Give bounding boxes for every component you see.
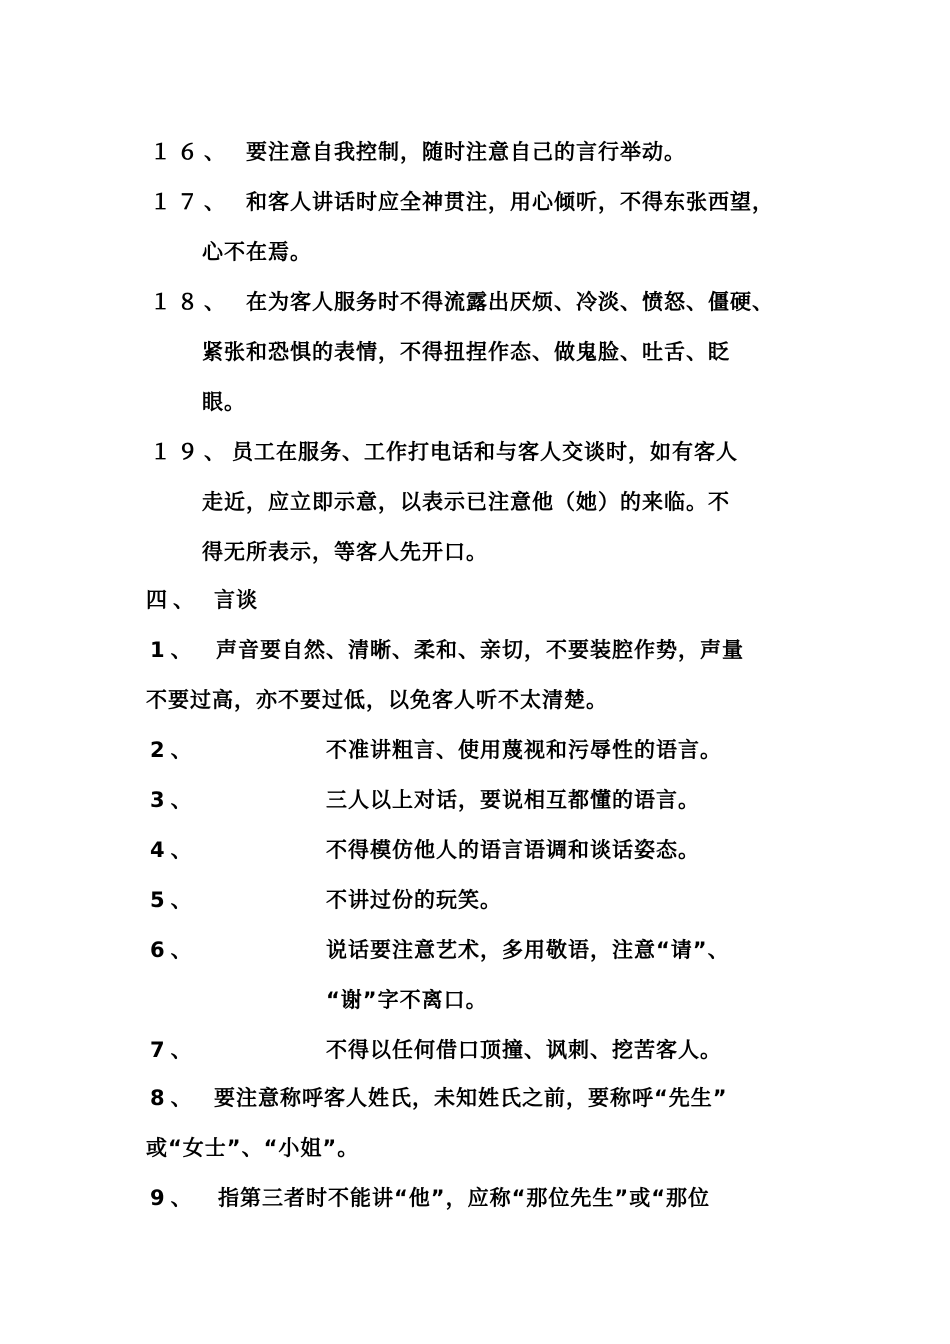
item-18 <box>0 282 950 322</box>
item-number: 5、 <box>150 888 198 912</box>
item-number: 8、 <box>150 1086 198 1110</box>
item-text: 或“女士”、“小姐”。 <box>146 1136 360 1160</box>
item-number: 2、 <box>150 738 198 762</box>
item-number: 9、 <box>150 1186 198 1210</box>
item-16 <box>0 132 950 172</box>
item-text: 不讲过份的玩笑。 <box>326 888 502 912</box>
item-text: 说话要注意艺术，多用敬语，注意“请”、 <box>326 938 730 962</box>
item-number: １９、 <box>150 440 231 464</box>
item-text: 要注意自我控制，随时注意自己的言行举动。 <box>246 140 686 164</box>
talk-item-4 <box>0 830 950 870</box>
talk-item-8-continued <box>0 1128 950 1168</box>
section-title: 言谈 <box>214 588 258 612</box>
talk-item-8 <box>0 1078 950 1118</box>
item-text: 走近，应立即示意，以表示已注意他（她）的来临。不 <box>202 490 730 514</box>
section-number: 四、 <box>146 588 200 612</box>
item-number: 1、 <box>150 638 198 662</box>
talk-item-2 <box>0 730 950 770</box>
item-text: 三人以上对话，要说相互都懂的语言。 <box>326 788 700 812</box>
item-text: 得无所表示，等客人先开口。 <box>202 540 488 564</box>
section-heading <box>0 580 950 620</box>
talk-item-5 <box>0 880 950 920</box>
item-number: １７、 <box>150 190 231 214</box>
item-text: 在为客人服务时不得流露出厌烦、冷淡、愤怒、僵硬、 <box>246 290 774 314</box>
item-number: 4、 <box>150 838 198 862</box>
item-18-continued <box>0 382 950 422</box>
talk-item-6 <box>0 930 950 970</box>
item-text: 指第三者时不能讲“他”，应称“那位先生”或“那位 <box>218 1186 711 1210</box>
item-17 <box>0 182 950 222</box>
talk-item-1-continued <box>0 680 950 720</box>
item-number: 6、 <box>150 938 198 962</box>
item-17-continued <box>0 232 950 272</box>
item-text: 声音要自然、清晰、柔和、亲切，不要装腔作势，声量 <box>216 638 744 662</box>
item-19-continued <box>0 482 950 522</box>
item-text: 心不在焉。 <box>202 240 312 264</box>
item-text: 不准讲粗言、使用蔑视和污辱性的语言。 <box>326 738 722 762</box>
item-18-continued <box>0 332 950 372</box>
item-number: 3、 <box>150 788 198 812</box>
item-number: １８、 <box>150 290 231 314</box>
item-text: 要注意称呼客人姓氏，未知姓氏之前，要称呼“先生” <box>214 1086 728 1110</box>
talk-item-1 <box>0 630 950 670</box>
talk-item-3 <box>0 780 950 820</box>
item-text: 眼。 <box>202 390 246 414</box>
item-number: 7、 <box>150 1038 198 1062</box>
item-19 <box>0 432 950 472</box>
item-number: １６、 <box>150 140 231 164</box>
talk-item-7 <box>0 1030 950 1070</box>
talk-item-9 <box>0 1178 950 1218</box>
item-text: 紧张和恐惧的表情，不得扭捏作态、做鬼脸、吐舌、眨 <box>202 340 730 364</box>
item-text: 不得以任何借口顶撞、讽刺、挖苦客人。 <box>326 1038 722 1062</box>
item-text: 不得模仿他人的语言语调和谈话姿态。 <box>326 838 700 862</box>
talk-item-6-continued <box>0 980 950 1020</box>
item-text: “谢”字不离口。 <box>326 988 488 1012</box>
item-19-continued <box>0 532 950 572</box>
item-text: 和客人讲话时应全神贯注，用心倾听，不得东张西望， <box>246 190 774 214</box>
item-text: 不要过高，亦不要过低，以免客人听不太清楚。 <box>146 688 608 712</box>
item-text: 员工在服务、工作打电话和与客人交谈时，如有客人 <box>232 440 738 464</box>
